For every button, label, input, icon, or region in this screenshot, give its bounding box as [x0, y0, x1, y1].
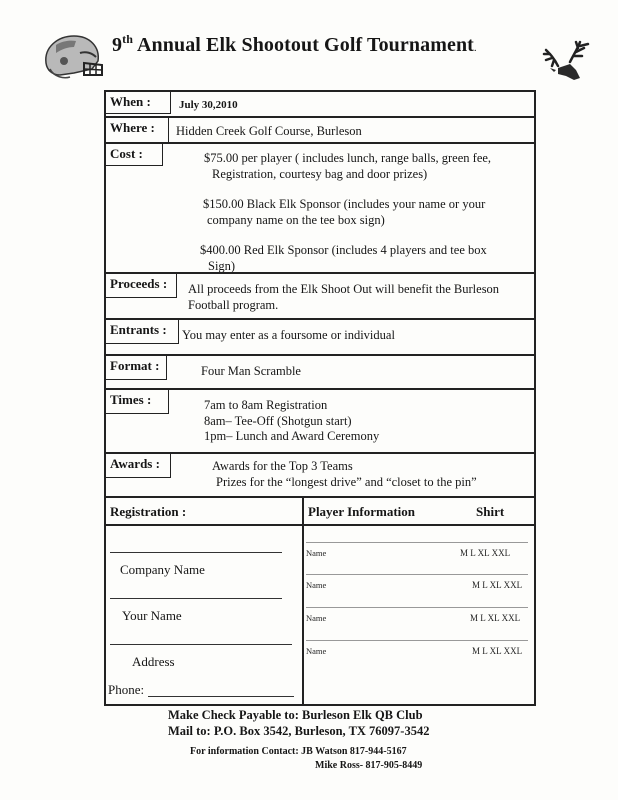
shirt-header: Shirt: [476, 504, 505, 519]
address-field[interactable]: [110, 644, 292, 645]
player-3-name-label: Name: [306, 613, 327, 623]
payable-line: Make Check Payable to: Burleson Elk QB Club: [168, 708, 423, 722]
entrants-label: Entrants :: [106, 320, 179, 344]
player-4-shirt-sizes[interactable]: M L XL XXL: [472, 646, 523, 656]
player-3-name-field[interactable]: [306, 607, 528, 608]
player-information-column: [304, 498, 534, 706]
registration-header: Registration :: [110, 504, 187, 519]
format-label: Format :: [106, 356, 167, 380]
when-value: July 30,2010: [179, 99, 238, 111]
address-label: Address: [132, 654, 175, 669]
tournament-form: [104, 90, 536, 706]
player-1-name-label: Name: [306, 548, 327, 558]
cost-row: [106, 142, 534, 274]
where-label: Where :: [106, 118, 169, 143]
times-row: [106, 388, 534, 446]
phone-field[interactable]: [148, 696, 294, 697]
company-name-label: Company Name: [120, 562, 205, 577]
player-1-shirt-sizes[interactable]: M L XL XXL: [460, 548, 511, 558]
contact-primary: For information Contact: JB Watson 817-944-5167: [190, 746, 407, 757]
where-row: [106, 116, 534, 144]
format-value: Four Man Scramble: [201, 364, 301, 378]
awards-value: Awards for the Top 3 Teams Prizes for the “longest drive” and “closet to the pin”: [212, 459, 477, 489]
proceeds-row: [106, 272, 534, 320]
proceeds-label: Proceeds :: [106, 274, 177, 298]
player-2-name-field[interactable]: [306, 574, 528, 575]
cost-label: Cost :: [106, 144, 163, 166]
format-row: [106, 354, 534, 390]
player-4-name-label: Name: [306, 646, 327, 656]
player-2-shirt-sizes[interactable]: M L XL XXL: [472, 580, 523, 590]
company-name-field[interactable]: [110, 552, 282, 553]
times-value: 7am to 8am Registration 8am– Tee-Off (Shotgun start) 1pm– Lunch and Award Ceremony: [204, 398, 380, 443]
entrants-row: [106, 318, 534, 356]
your-name-label: Your Name: [122, 608, 182, 623]
football-helmet-icon: [40, 33, 106, 81]
awards-row: [106, 452, 534, 494]
when-label: When :: [106, 92, 171, 114]
proceeds-value: All proceeds from the Elk Shoot Out will benefit the Burleson Football program.: [188, 282, 500, 312]
elk-head-icon: [540, 40, 598, 82]
player-information-header: Player Information: [308, 504, 415, 519]
tournament-title: 9th Annual Elk Shootout Golf Tournament.: [112, 32, 477, 56]
registration-column: [106, 498, 304, 706]
registration-section: [106, 496, 534, 706]
player-2-name-label: Name: [306, 580, 327, 590]
cost-standard-price: $75.00 per player ( includes lunch, range balls, green fee, Registration, courtesy bag and door prizes): [204, 151, 492, 181]
player-4-name-field[interactable]: [306, 640, 528, 641]
where-value: Hidden Creek Golf Course, Burleson: [176, 124, 362, 138]
contact-secondary: Mike Ross- 817-905-8449: [315, 760, 423, 771]
awards-label: Awards :: [106, 454, 171, 478]
mailing-address: Mail to: P.O. Box 3542, Burleson, TX 76097-3542: [168, 724, 430, 738]
cost-red-elk-sponsor: $400.00 Red Elk Sponsor (includes 4 players and tee box Sign): [200, 243, 487, 273]
phone-label: Phone:: [108, 682, 145, 697]
player-1-name-field[interactable]: [306, 542, 528, 543]
entrants-value: You may enter as a foursome or individual: [182, 328, 395, 342]
your-name-field[interactable]: [110, 598, 282, 599]
cost-black-elk-sponsor: $150.00 Black Elk Sponsor (includes your name or your company name on the tee box sign): [203, 197, 486, 227]
player-3-shirt-sizes[interactable]: M L XL XXL: [470, 613, 521, 623]
when-row: [106, 92, 534, 116]
times-label: Times :: [106, 390, 169, 414]
